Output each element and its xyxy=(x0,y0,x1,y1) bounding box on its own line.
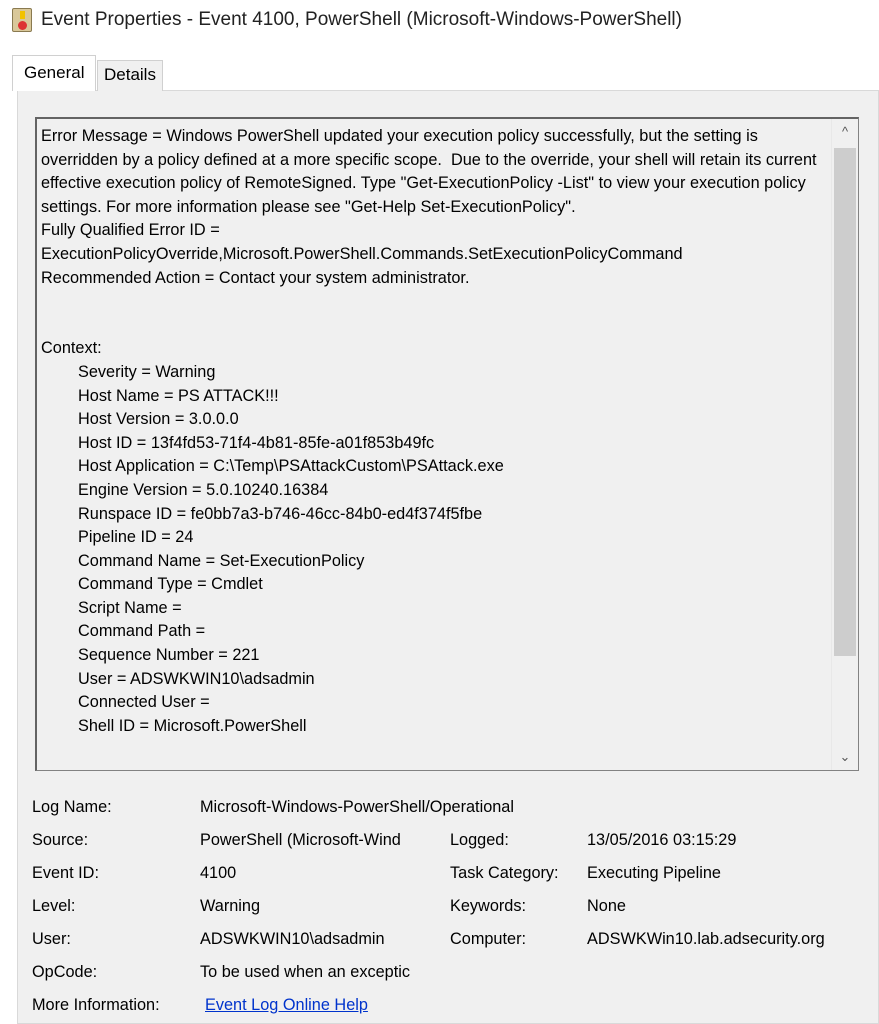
scroll-thumb[interactable] xyxy=(834,148,856,656)
context-line: Host ID = 13f4fd53-71f4-4b81-85fe-a01f853b49fc xyxy=(78,433,435,452)
tab-details[interactable]: Details xyxy=(97,60,163,91)
vertical-scrollbar[interactable] xyxy=(831,119,858,770)
log-name-label: Log Name: xyxy=(32,798,112,816)
log-name-value: Microsoft-Windows-PowerShell/Operational xyxy=(200,798,514,816)
context-line: Pipeline ID = 24 xyxy=(78,528,194,547)
event-viewer-icon xyxy=(12,8,32,32)
context-line: Engine Version = 5.0.10240.16384 xyxy=(78,480,329,499)
tab-general[interactable]: General xyxy=(12,55,96,91)
context-line: Connected User = xyxy=(78,693,210,712)
level-value: Warning xyxy=(200,897,261,915)
message-line: Fully Qualified Error ID = ExecutionPolicyOverride,Microsoft.PowerShell.Commands.SetExecutionPolicyCommand xyxy=(41,221,683,263)
event-id-value: 4100 xyxy=(200,864,237,882)
source-label: Source: xyxy=(32,831,89,849)
computer-label: Computer: xyxy=(450,930,527,948)
context-line: Script Name = xyxy=(78,598,182,617)
context-line: Shell ID = Microsoft.PowerShell xyxy=(78,716,307,735)
logged-label: Logged: xyxy=(450,831,509,849)
task-category-value: Executing Pipeline xyxy=(587,864,721,882)
context-line: Severity = Warning xyxy=(78,362,216,381)
context-line: Runspace ID = fe0bb7a3-b746-46cc-84b0-ed4f374f5fbe xyxy=(78,504,483,523)
user-value: ADSWKWIN10\adsadmin xyxy=(200,930,385,948)
task-category-label: Task Category: xyxy=(450,864,559,882)
source-value: PowerShell (Microsoft-Wind xyxy=(200,831,401,849)
title-bar xyxy=(0,0,879,42)
message-line xyxy=(41,290,831,314)
event-log-online-help-link[interactable]: Event Log Online Help xyxy=(205,996,368,1014)
user-label: User: xyxy=(32,930,71,948)
context-line: Command Path = xyxy=(78,622,206,641)
message-line: Error Message = Windows PowerShell updated your execution policy successfully, but the setting is overridden by a policy defined at a more specific scope. Due to the override, your shell will retain its current effective execution policy of RemoteSigned. Type "Get-ExecutionPolicy -List" to view your execution policy settings. For more information please see "Get-Help Set-ExecutionPolicy". xyxy=(41,127,822,216)
message-line xyxy=(41,314,831,338)
level-label: Level: xyxy=(32,897,76,915)
context-line: User = ADSWKWIN10\adsadmin xyxy=(78,669,315,688)
context-line: Host Name = PS ATTACK!!! xyxy=(78,386,279,405)
keywords-value: None xyxy=(587,897,626,915)
event-description-textbox[interactable] xyxy=(35,117,859,771)
logged-value: 13/05/2016 03:15:29 xyxy=(587,831,737,849)
more-info-label: More Information: xyxy=(32,996,160,1014)
event-id-label: Event ID: xyxy=(32,864,99,882)
scroll-down-icon[interactable]: ⌄ xyxy=(839,749,851,764)
message-line: Recommended Action = Contact your system administrator. xyxy=(41,268,470,287)
event-description-text xyxy=(41,125,831,738)
keywords-label: Keywords: xyxy=(450,897,527,915)
opcode-value: To be used when an exceptic xyxy=(200,963,410,981)
context-line: Host Version = 3.0.0.0 xyxy=(78,410,239,429)
context-line: Sequence Number = 221 xyxy=(78,646,260,665)
context-line: Command Type = Cmdlet xyxy=(78,575,263,594)
opcode-label: OpCode: xyxy=(32,963,98,981)
context-line: Host Application = C:\Temp\PSAttackCustom\PSAttack.exe xyxy=(78,457,504,476)
scroll-up-icon[interactable]: ^ xyxy=(841,124,849,139)
context-line: Command Name = Set-ExecutionPolicy xyxy=(78,551,365,570)
computer-value: ADSWKWin10.lab.adsecurity.org xyxy=(587,930,825,948)
window-title: Event Properties - Event 4100, PowerShell (Microsoft-Windows-PowerShell) xyxy=(41,9,682,30)
message-line: Context: xyxy=(41,339,102,358)
